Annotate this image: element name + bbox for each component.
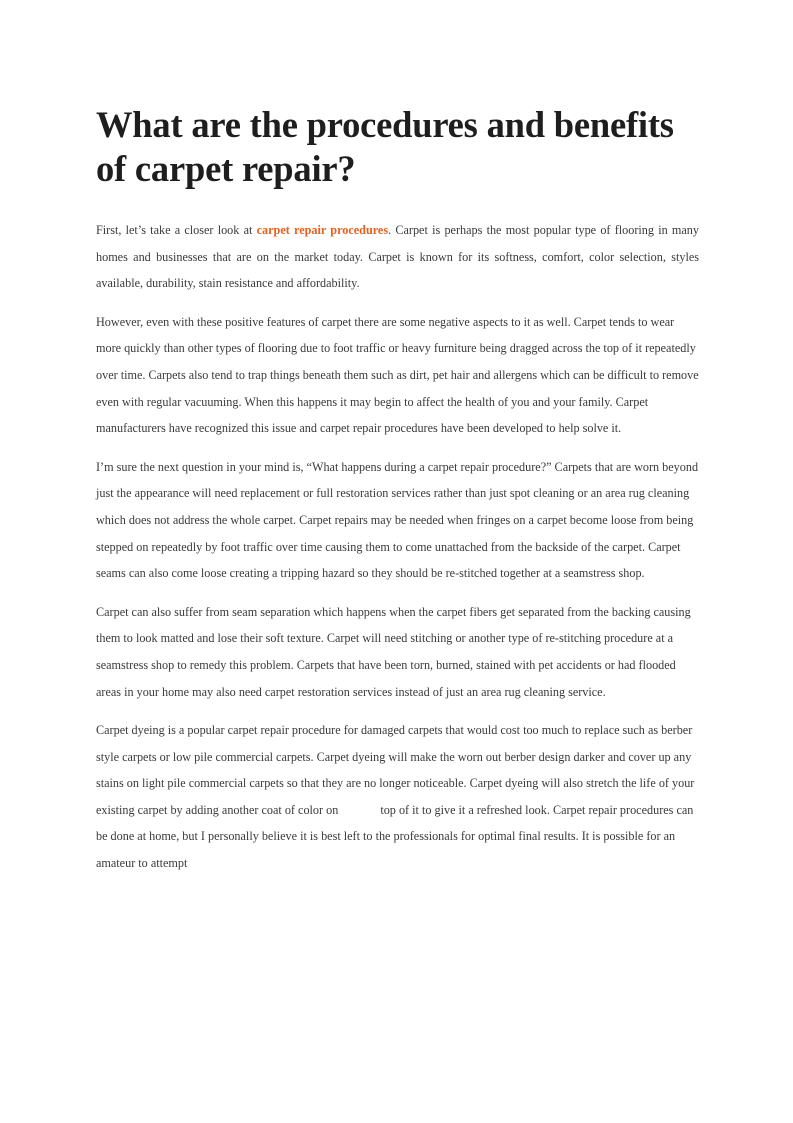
paragraph-intro-rest: . Carpet is perhaps the most popular type of flooring in many homes and businesses that are on the market today. Carpet is known for its softness, comfort, color selection, styles available, durability, stain resistance and affordability. — [96, 223, 699, 291]
article-title: What are the procedures and benefits of carpet repair? — [96, 104, 674, 189]
paragraph-seam-separation: Carpet can also suffer from seam separation which happens when the carpet fibers get separated from the backing causing them to look matted and lose their soft texture. Carpet will need stitching or another type of re-stitching procedure at a seamstress shop to remedy this problem. Carpets that have been torn, burned, stained with pet accidents or had flooded areas in your home may also need carpet restoration services instead of just an area rug cleaning service. — [96, 604, 691, 699]
paragraph-carpet-dyeing — [96, 717, 699, 877]
carpet-repair-procedures-link[interactable]: carpet repair procedures — [256, 223, 389, 237]
paragraph-negative-aspects: However, even with these positive features of carpet there are some negative aspects to it as well. Carpet tends to wear more quickly than other types of flooring due to foot traffic or heavy furniture being dragged across the top of it repeatedly over time. Carpets also tend to trap things beneath them such as dirt, pet hair and allergens which can be difficult to remove even with regular vacuuming. When this happens it may begin to affect the health of you and your family. Carpet manufacturers have recognized this issue and carpet repair procedures have been developed to help solve it. — [96, 314, 699, 436]
paragraph-intro-lead: First, let’s take a closer look at — [96, 223, 257, 237]
document-page — [96, 103, 699, 889]
paragraph-dyeing-lead: Carpet dyeing is a popular carpet repair procedure for damaged carpets that would cost too much to replace such as berber style carpets or low pile commercial carpets. Carpet dyeing will make the worn out berber design darker and cover up any stains on light pile commercial carpets so that they are no longer noticeable. Carpet dyeing will also stretch the life of your existing carpet by adding another coat of color on — [96, 723, 695, 817]
paragraph-repair-procedure: I’m sure the next question in your mind is, “What happens during a carpet repair procedure?” Carpets that are worn beyond just the appearance will need replacement or full restoration services rather than just spot cleaning or an area rug cleaning which does not address the whole carpet. Carpet repairs may be needed when fringes on a carpet become loose from being stepped on repeatedly by foot traffic over time causing them to come unattached from the backside of the carpet. Carpet seams can also come loose creating a tripping hazard so they should be re-stitched together at a seamstress shop. — [96, 459, 699, 581]
paragraph-intro — [96, 217, 699, 297]
paragraph-dyeing-rest: top of it to give it a refreshed look. Carpet repair procedures can be done at home, but I personally believe it is best left to the professionals for optimal final results. It is possible for an amateur to attempt — [96, 802, 694, 871]
